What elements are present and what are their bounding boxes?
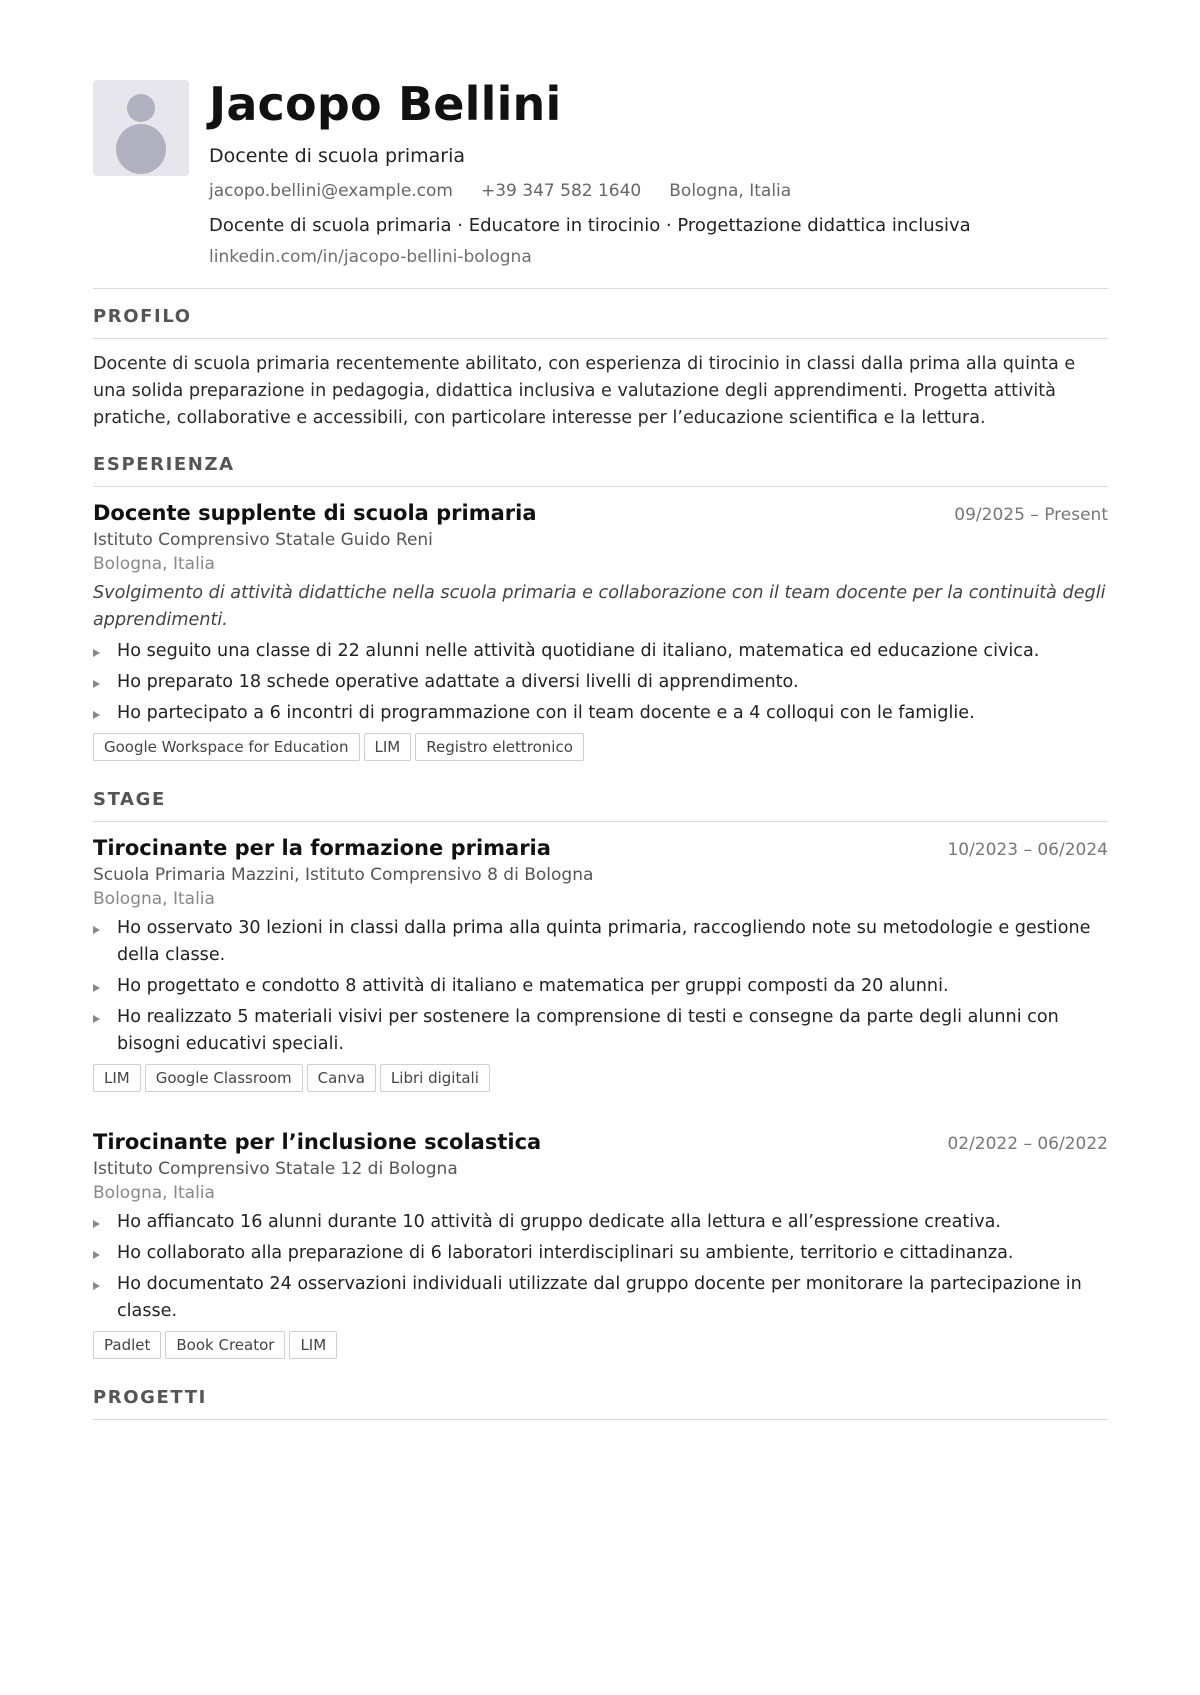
skill-tag: Libri digitali <box>380 1064 490 1092</box>
bullet-text: Ho realizzato 5 materiali visivi per sostenere la comprensione di testi e consegne da parte degli alunni con bisogni educativi speciali. <box>117 1007 1059 1054</box>
bullet-item <box>93 1271 1108 1325</box>
entry-organization: Istituto Comprensivo Statale Guido Reni <box>93 530 433 550</box>
entry-organization: Istituto Comprensivo Statale 12 di Bologna <box>93 1159 458 1179</box>
profile-section <box>93 306 1108 432</box>
bullet-text: Ho progettato e condotto 8 attività di italiano e matematica per gruppi composti da 20 alunni. <box>117 976 949 996</box>
header-divider <box>93 288 1108 289</box>
entry-date: 10/2023 – 06/2024 <box>947 840 1108 860</box>
section-title-experience: ESPERIENZA <box>93 454 1108 487</box>
entry-header <box>93 1128 1108 1156</box>
resume-content <box>93 78 1108 1420</box>
entry-description: Svolgimento di attività didattiche nella scuola primaria e collaborazione con il team docente per la continuità degli apprendimenti. <box>93 583 1106 630</box>
avatar-body-icon <box>116 124 166 174</box>
candidate-tagline: Docente di scuola primaria · Educatore in tirocinio · Progettazione didattica inclusiva <box>209 215 971 236</box>
skill-tags <box>93 1331 1108 1359</box>
bullet-triangle-icon <box>93 926 100 934</box>
contact-location: Bologna, Italia <box>669 181 792 201</box>
entry-location: Bologna, Italia <box>93 889 215 909</box>
section-title-stage: STAGE <box>93 789 1108 822</box>
entry-bullets <box>93 1209 1108 1325</box>
bullet-text: Ho preparato 18 schede operative adattate a diversi livelli di apprendimento. <box>117 672 799 692</box>
bullet-item <box>93 1004 1108 1058</box>
entry-bullets <box>93 638 1108 727</box>
bullet-item <box>93 915 1108 969</box>
bullet-text: Ho seguito una classe di 22 alunni nelle attività quotidiane di italiano, matematica ed educazione civica. <box>117 641 1040 661</box>
skill-tag: Book Creator <box>165 1331 285 1359</box>
bullet-text: Ho collaborato alla preparazione di 6 laboratori interdisciplinari su ambiente, territorio e cittadinanza. <box>117 1243 1014 1263</box>
section-title-profile: PROFILO <box>93 306 1108 339</box>
entry-organization: Scuola Primaria Mazzini, Istituto Comprensivo 8 di Bologna <box>93 865 594 885</box>
bullet-item <box>93 700 1108 727</box>
contact-line <box>209 180 1108 202</box>
contact-phone[interactable]: +39 347 582 1640 <box>481 181 642 201</box>
entry-location: Bologna, Italia <box>93 1183 215 1203</box>
resume-header <box>93 78 1108 288</box>
skill-tag: LIM <box>364 733 412 761</box>
stage-entry <box>93 834 1108 1092</box>
bullet-triangle-icon <box>93 1251 100 1259</box>
entry-date: 02/2022 – 06/2022 <box>947 1134 1108 1154</box>
skill-tag: Padlet <box>93 1331 161 1359</box>
entry-header <box>93 834 1108 862</box>
stage-section <box>93 789 1108 1359</box>
bullet-text: Ho documentato 24 osservazioni individuali utilizzate dal gruppo docente per monitorare la partecipazione in classe. <box>117 1274 1082 1321</box>
avatar-head-icon <box>127 94 155 122</box>
skill-tags <box>93 733 1108 761</box>
projects-section <box>93 1387 1108 1420</box>
bullet-text: Ho affiancato 16 alunni durante 10 attività di gruppo dedicate alla lettura e all’espressione creativa. <box>117 1212 1001 1232</box>
experience-section <box>93 454 1108 761</box>
stage-entry <box>93 1128 1108 1359</box>
entry-title: Tirocinante per la formazione primaria <box>93 836 551 860</box>
entry-date: 09/2025 – Present <box>954 505 1108 525</box>
experience-entry <box>93 499 1108 761</box>
skill-tags <box>93 1064 1108 1092</box>
bullet-text: Ho partecipato a 6 incontri di programmazione con il team docente e a 4 colloqui con le famiglie. <box>117 703 975 723</box>
bullet-item <box>93 638 1108 665</box>
bullet-item <box>93 669 1108 696</box>
bullet-triangle-icon <box>93 1282 100 1290</box>
bullet-item <box>93 1209 1108 1236</box>
header-info <box>209 78 1108 268</box>
profile-summary: Docente di scuola primaria recentemente abilitato, con esperienza di tirocinio in classi dalla prima alla quinta e una solida preparazione in pedagogia, didattica inclusiva e valutazione degli apprendimenti. Progetta attività pratiche, collaborative e accessibili, con particolare interesse per l’educazione scientifica e la lettura. <box>93 354 1076 428</box>
section-title-projects: PROGETTI <box>93 1387 1108 1420</box>
entry-title: Docente supplente di scuola primaria <box>93 501 537 525</box>
entry-title: Tirocinante per l’inclusione scolastica <box>93 1130 542 1154</box>
bullet-triangle-icon <box>93 711 100 719</box>
skill-tag: Google Workspace for Education <box>93 733 360 761</box>
bullet-item <box>93 973 1108 1000</box>
bullet-item <box>93 1240 1108 1267</box>
skill-tag: LIM <box>289 1331 337 1359</box>
bullet-triangle-icon <box>93 984 100 992</box>
bullet-triangle-icon <box>93 1015 100 1023</box>
entry-header <box>93 499 1108 527</box>
entry-location: Bologna, Italia <box>93 554 215 574</box>
bullet-triangle-icon <box>93 680 100 688</box>
bullet-text: Ho osservato 30 lezioni in classi dalla prima alla quinta primaria, raccogliendo note su metodologie e gestione della classe. <box>117 918 1091 965</box>
skill-tag: Canva <box>307 1064 376 1092</box>
linkedin-link[interactable]: linkedin.com/in/jacopo-bellini-bologna <box>209 247 532 267</box>
contact-email[interactable]: jacopo.bellini@example.com <box>209 181 453 201</box>
skill-tag: Registro elettronico <box>415 733 584 761</box>
bullet-triangle-icon <box>93 1220 100 1228</box>
avatar <box>93 80 189 176</box>
skill-tag: LIM <box>93 1064 141 1092</box>
entry-bullets <box>93 915 1108 1058</box>
bullet-triangle-icon <box>93 649 100 657</box>
skill-tag: Google Classroom <box>145 1064 303 1092</box>
candidate-headline: Docente di scuola primaria <box>209 145 465 167</box>
candidate-name: Jacopo Bellini <box>209 77 562 131</box>
